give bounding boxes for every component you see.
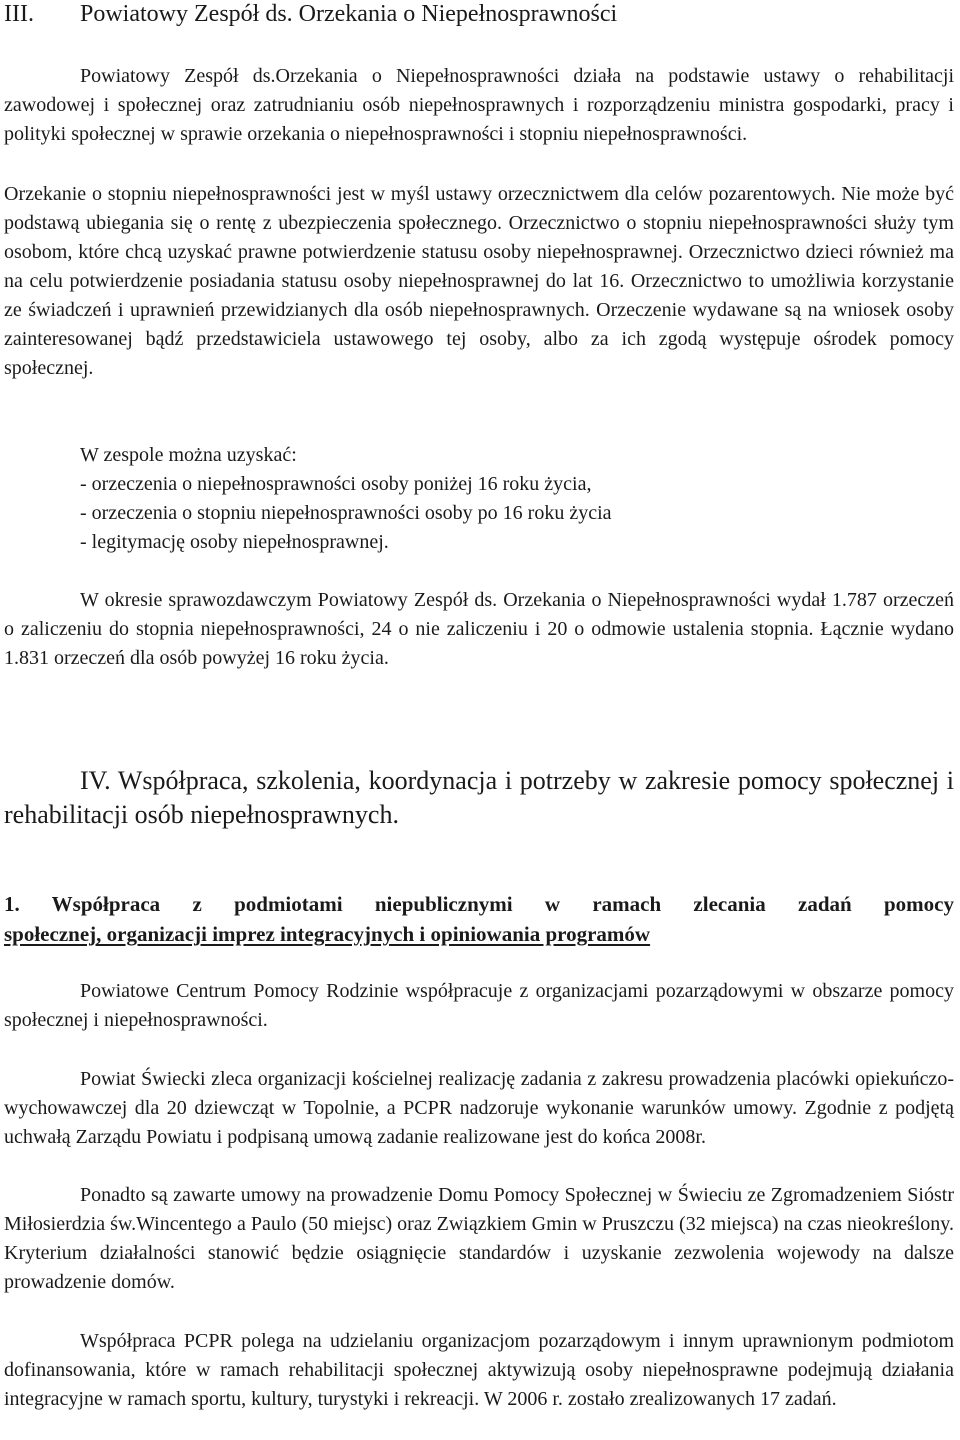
section-3-paragraph-2: Orzekanie o stopniu niepełnosprawności jest w myśl ustawy orzecznictwem dla celów pozarentowych. Nie może być podstawą ubiegania się o rentę z ubezpieczenia społecznego. Orzecznictwo o stopniu niepełnosprawności służy tym osobom, które chcą uzyskać prawne potwierdzenie statusu osoby niepełnosprawnej. Orzecznictwo dzieci również ma na celu potwierdzenie posiadania statusu osoby niepełnosprawnej do lat 16. Orzecznictwo to umożliwia korzystanie ze świadczeń i uprawnień przewidzianych dla osób niepełnosprawnych. Orzeczenie wydawane są na wniosek osoby zainteresowanej bądź przedstawiciela ustawowego tej osoby, albo za ich zgodą występuje ośrodek pomocy społecznej.	[4, 183, 954, 379]
section-4-heading	[4, 764, 954, 832]
section-4-number: IV.	[80, 766, 111, 795]
subsection-1-number: 1.	[4, 892, 20, 916]
subsection-1-paragraph-1: Powiatowe Centrum Pomocy Rodzinie współpracuje z organizacjami pozarządowymi w obszarze pomocy społecznej i niepełnosprawności.	[4, 980, 954, 1031]
section-3-number: III.	[4, 1, 34, 27]
subsection-1-paragraph-2: Powiat Świecki zleca organizacji kościelnej realizację zadania z zakresu prowadzenia placówki opiekuńczo-wychowawczej dla 20 dziewcząt w Topolnie, a PCPR nadzoruje wykonanie warunków umowy. Zgodnie z podjętą uchwałą Zarządu Powiatu i podpisaną umową zadanie realizowane jest do końca 2008r.	[4, 1068, 954, 1148]
list-item: - orzeczenia o stopniu niepełnosprawności osoby po 16 roku życia	[80, 502, 612, 524]
subsection-1-title-line-2: społecznej, organizacji imprez integracyjnych i opiniowania programów	[4, 922, 651, 946]
section-3-paragraph-3: W okresie sprawozdawczym Powiatowy Zespół ds. Orzekania o Niepełnosprawności wydał 1.787 orzeczeń o zaliczeniu do stopnia niepełnosprawności, 24 o nie zaliczeniu i 20 o odmowie ustalenia stopnia. Łącznie wydano 1.831 orzeczeń dla osób powyżej 16 roku życia.	[4, 589, 954, 669]
subsection-1-title-line-1: 1. Współpraca z podmiotami niepublicznymi w ramach zlecania zadań pomocy	[4, 892, 954, 916]
list-item: - legitymację osoby niepełnosprawnej.	[80, 531, 389, 553]
section-4-title: Współpraca, szkolenia, koordynacja i potrzeby w zakresie pomocy społecznej i rehabilitacji osób niepełnosprawnych.	[4, 766, 954, 829]
subsection-1-paragraph-3: Ponadto są zawarte umowy na prowadzenie Domu Pomocy Społecznej w Świeciu ze Zgromadzeniem Sióstr Miłosierdzia św.Wincentego a Paulo (50 miejsc) oraz Związkiem Gmin w Pruszczu (32 miejsca) na czas nieokreślony. Kryterium działalności stanowić będzie osiągnięcie standardów i uzyskanie zezwolenia wojewody na dalsze prowadzenie domów.	[4, 1184, 954, 1293]
subsection-1-paragraph-4: Współpraca PCPR polega na udzielaniu organizacjom pozarządowym i innym uprawnionym podmiotom dofinansowania, które w ramach rehabilitacji społecznej aktywizują osoby niepełnosprawne podejmują działania integracyjne w ramach sportu, kultury, turystyki i rekreacji. W 2006 r. zostało zrealizowanych 17 zadań.	[4, 1330, 954, 1410]
services-list	[4, 441, 954, 557]
section-3-heading	[4, 0, 954, 28]
services-list-intro: W zespole można uzyskać:	[80, 444, 297, 466]
section-3-title: Powiatowy Zespół ds. Orzekania o Niepełnosprawności	[80, 1, 618, 27]
list-item: - orzeczenia o niepełnosprawności osoby poniżej 16 roku życia,	[80, 473, 592, 495]
section-3-paragraph-1: Powiatowy Zespół ds.Orzekania o Niepełnosprawności działa na podstawie ustawy o rehabilitacji zawodowej i społecznej oraz zatrudnianiu osób niepełnosprawnych i rozporządzeniu ministra gospodarki, pracy i polityki społecznej w sprawie orzekania o niepełnosprawności i stopniu niepełnosprawności.	[4, 65, 954, 145]
subsection-1-heading	[4, 889, 954, 949]
